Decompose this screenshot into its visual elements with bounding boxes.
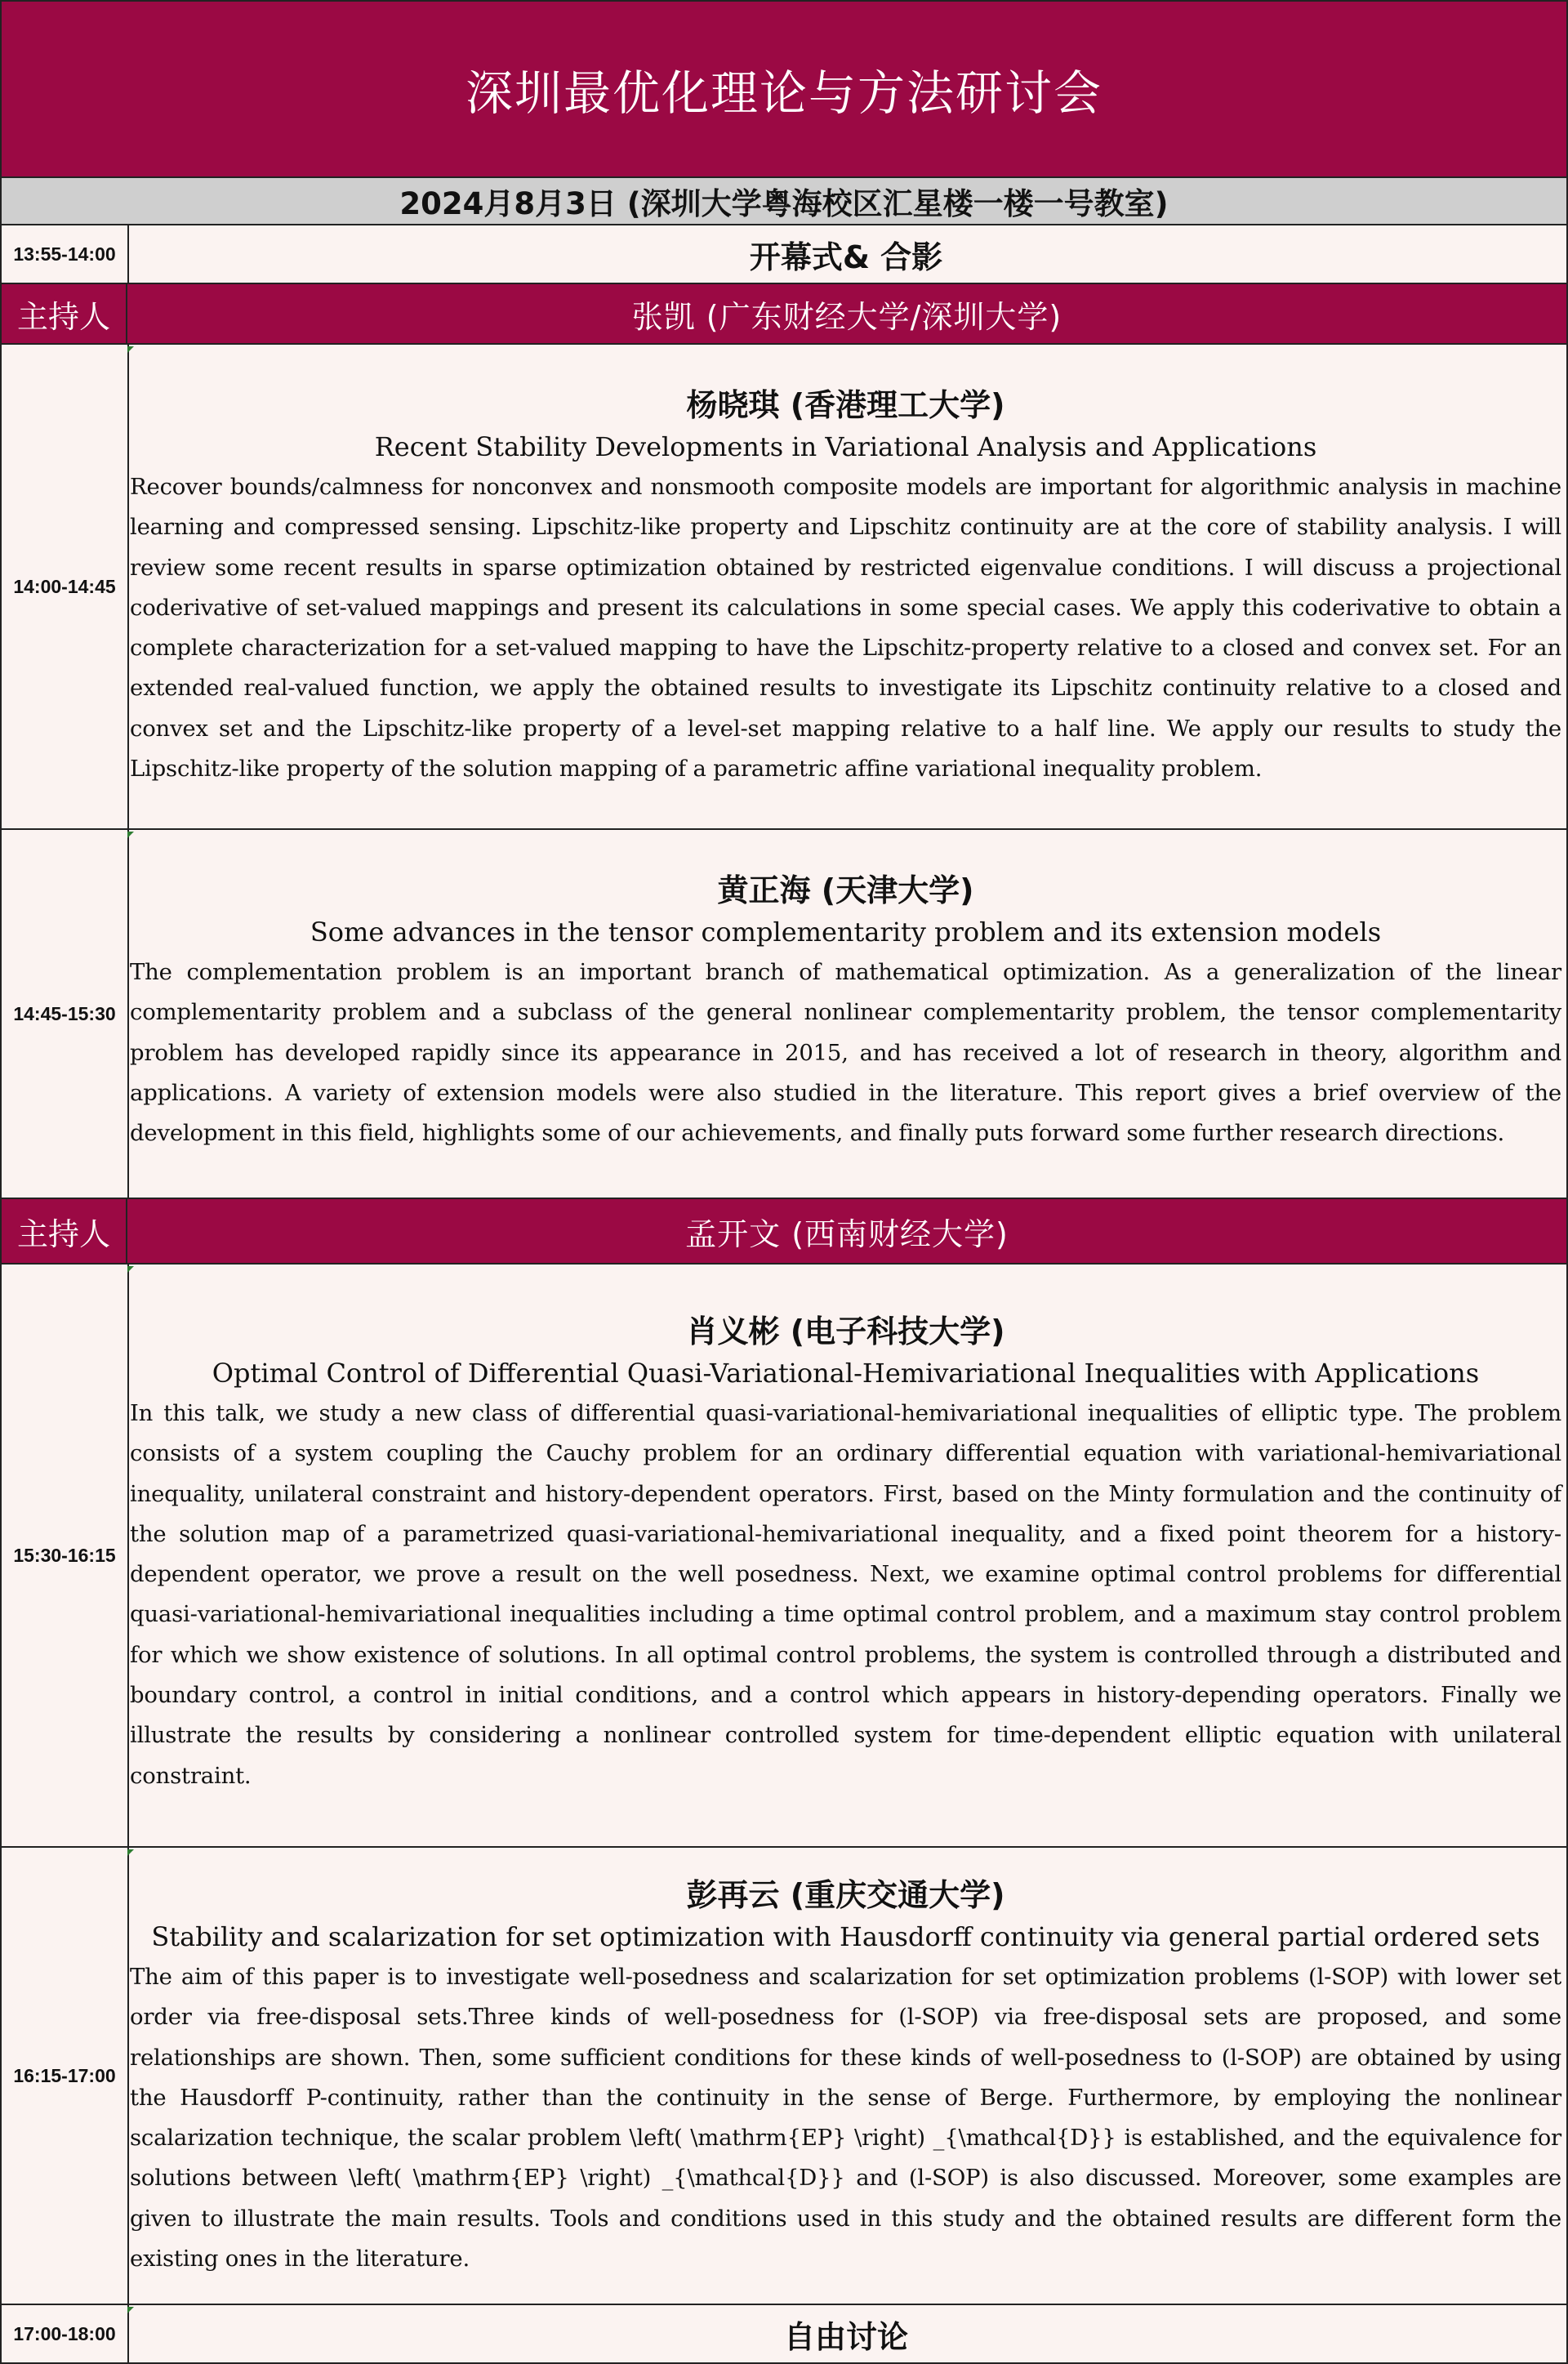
talk-content <box>126 1265 1568 1846</box>
time-cell: 16:15-17:00 <box>0 1848 129 2304</box>
host-label: 主持人 <box>2 284 127 343</box>
time-cell: 15:30-16:15 <box>0 1265 129 1846</box>
host-name: 张凯 (广东财经大学/深圳大学) <box>631 298 1062 335</box>
discussion-label: 自由讨论 <box>126 2305 1568 2362</box>
talk-content <box>126 345 1568 828</box>
talk-abstract: The aim of this paper is to investigate well-posedness and scalarization for set optimization problems (l-SOP) with lower set order via free-disposal sets.Three kinds of well-posedness for (l-SOP) via free-disposal sets are proposed, and some relationships are shown. Then, some sufficient conditions for these kinds of well-posedness to (l-SOP) are obtained by using the Hausdorff P-continuity, rather than the continuity in the sense of Berge. Furthermore, by employing the nonlinear scalarization technique, the scalar problem \left( \mathrm{EP} \right) _{\mathcal{D}} is established, and the equivalence for solutions between \left( \mathrm{EP} \right) _{\mathcal{D}} and (l-SOP) is also discussed. Moreover, some examples are given to illustrate the main results. Tools and conditions used in this study and the obtained results are different form the existing ones in the literature. <box>130 1964 1561 2273</box>
talk-title: Stability and scalarization for set optimization with Hausdorff continuity via general partial ordered sets <box>151 1921 1540 1952</box>
time-cell: 13:55-14:00 <box>0 225 129 283</box>
talk-row <box>0 830 1568 1199</box>
title-banner <box>0 0 1568 178</box>
talk-row <box>0 1265 1568 1848</box>
talk-title: Optimal Control of Differential Quasi-Variational-Hemivariational Inequalities with Applications <box>212 1358 1480 1389</box>
host-row <box>0 284 1568 345</box>
opening-row <box>0 225 1568 284</box>
time-cell: 14:45-15:30 <box>0 830 129 1198</box>
page-title: 深圳最优化理论与方法研讨会 <box>465 65 1102 121</box>
host-name: 孟开文 (西南财经大学) <box>685 1215 1009 1252</box>
time-cell: 14:00-14:45 <box>0 345 129 828</box>
talk-abstract: In this talk, we study a new class of differential quasi-variational-hemivariational inequalities of elliptic type. The problem consists of a system coupling the Cauchy problem for an ordinary differential equation with variational-hemivariational inequality, unilateral constraint and history-dependent operators. First, based on the Minty formulation and the continuity of the solution map of a parametrized quasi-variational-hemivariational inequality, and a fixed point theorem for a history-dependent operator, we prove a result on the well posedness. Next, we examine optimal control problems for differential quasi-variational-hemivariational inequalities including a time optimal control problem, and a maximum stay control problem for which we show existence of solutions. In all optimal control problems, the system is controlled through a distributed and boundary control, a control in initial conditions, and a control which appears in history-depending operators. Finally we illustrate the results by considering a nonlinear controlled system for time-dependent elliptic equation with unilateral constraint. <box>130 1400 1561 1789</box>
talk-row <box>0 345 1568 830</box>
discussion-row <box>0 2305 1568 2364</box>
talk-content <box>126 1848 1568 2304</box>
talk-abstract: The complementation problem is an important branch of mathematical optimization. As a generalization of the linear complementarity problem and a subclass of the general nonlinear complementarity problem, the tensor complementarity problem has developed rapidly since its appearance in 2015, and has received a lot of research in theory, algorithm and applications. A variety of extension models were also studied in the literature. This report gives a brief overview of the development in this field, highlights some of our achievements, and finally puts forward some further research directions. <box>130 959 1561 1147</box>
talk-title: Recent Stability Developments in Variational Analysis and Applications <box>374 431 1317 462</box>
speaker-name: 彭再云 (重庆交通大学) <box>686 1877 1005 1913</box>
date-venue-bar: 2024月8月3日 (深圳大学粤海校区汇星楼一楼一号教室) <box>0 178 1568 225</box>
speaker-name: 肖义彬 (电子科技大学) <box>686 1314 1005 1349</box>
speaker-name: 黄正海 (天津大学) <box>717 872 974 908</box>
opening-label: 开幕式& 合影 <box>126 225 1568 283</box>
talk-abstract: Recover bounds/calmness for nonconvex and nonsmooth composite models are important for algorithmic analysis in machine learning and compressed sensing. Lipschitz-like property and Lipschitz continuity are at the core of stability analysis. I will review some recent results in sparse optimization obtained by restricted eigenvalue conditions. I will discuss a projectional coderivative of set-valued mappings and present its calculations in some special cases. We apply this coderivative to obtain a complete characterization for a set-valued mapping to have the Lipschitz-property relative to a closed and convex set. For an extended real-valued function, we apply the obtained results to investigate its Lipschitz continuity relative to a closed and convex set and the Lipschitz-like property of a level-set mapping relative to a half line. We apply our results to study the Lipschitz-like property of the solution mapping of a parametric affine variational inequality problem. <box>130 474 1561 783</box>
talk-content <box>126 830 1568 1198</box>
speaker-name: 杨晓琪 (香港理工大学) <box>686 387 1005 423</box>
talk-title: Some advances in the tensor complementarity problem and its extension models <box>310 917 1382 948</box>
talk-row <box>0 1848 1568 2305</box>
host-row <box>0 1199 1568 1265</box>
time-cell: 17:00-18:00 <box>0 2305 129 2362</box>
host-label: 主持人 <box>2 1199 127 1263</box>
